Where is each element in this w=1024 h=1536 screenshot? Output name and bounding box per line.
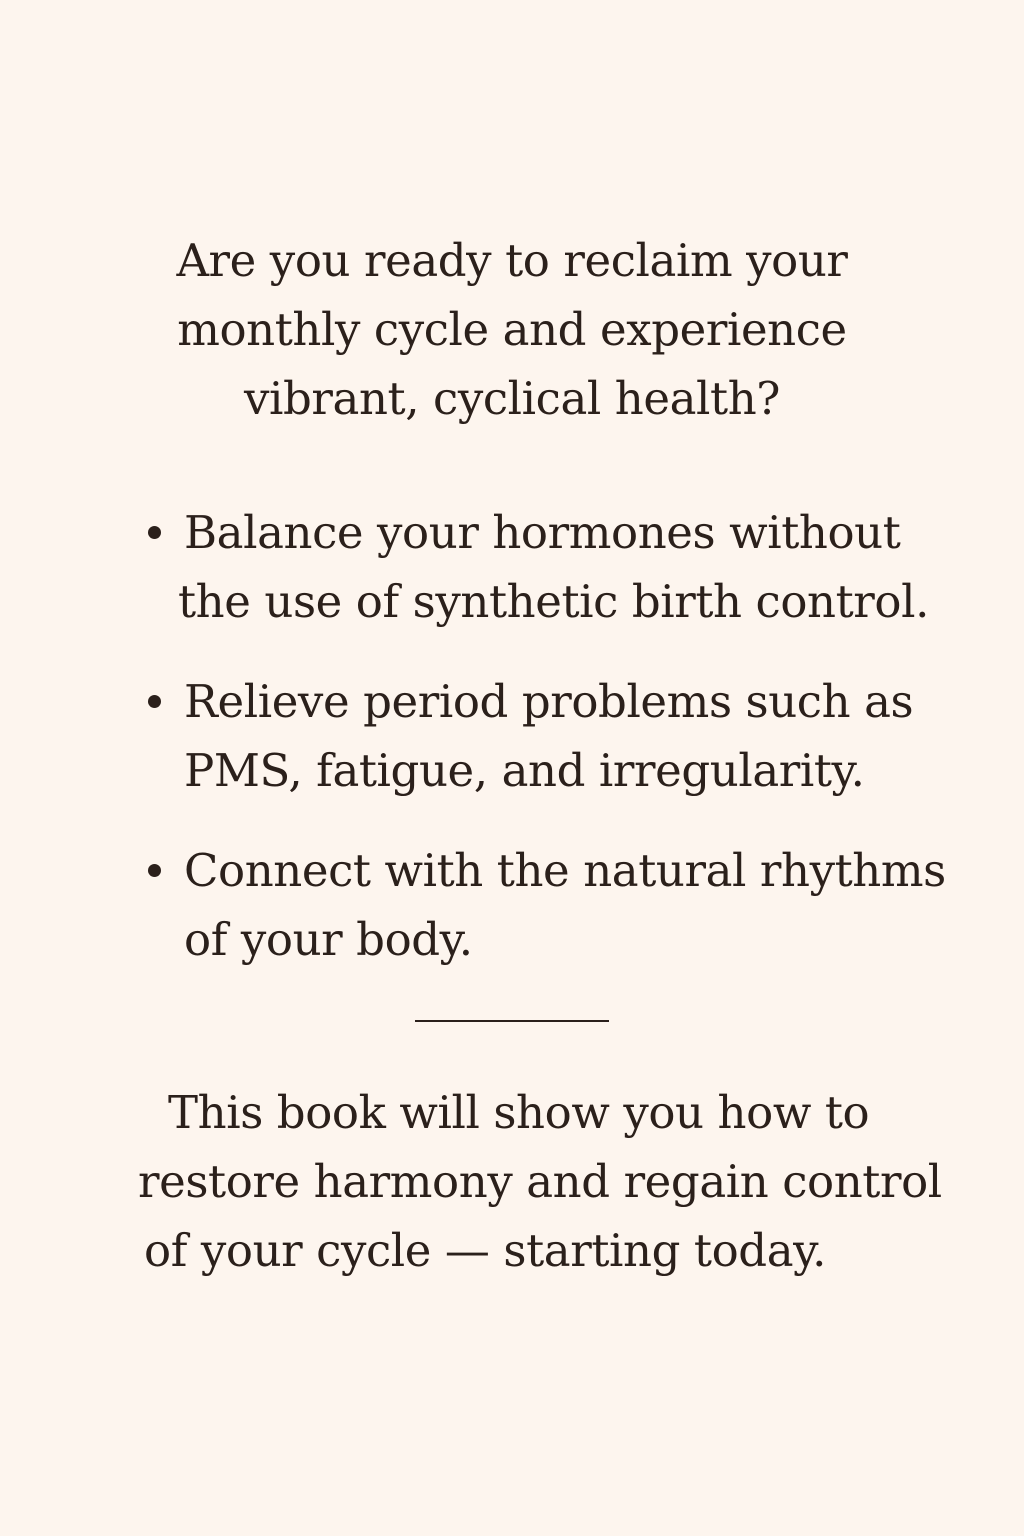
bullet-dot-icon — [148, 526, 161, 539]
benefit-line: Connect with the natural rhythms — [184, 844, 946, 897]
intro-question — [150, 226, 874, 433]
bullet-dot-icon — [148, 695, 161, 708]
closing-line: restore harmony and regain control — [138, 1155, 942, 1208]
closing-statement — [138, 1078, 942, 1285]
benefit-line: Balance your hormones without — [184, 506, 901, 559]
intro-question-line: monthly cycle and experience — [177, 303, 847, 356]
benefit-item — [140, 836, 946, 974]
benefit-line: Relieve period problems such as — [184, 675, 914, 728]
closing-line: of your cycle — starting today. — [144, 1224, 827, 1277]
benefit-line: PMS, fatigue, and irregularity. — [184, 744, 865, 797]
benefits-list — [140, 498, 946, 1005]
section-divider — [415, 1020, 609, 1022]
intro-question-line: vibrant, cyclical health? — [244, 372, 780, 425]
benefit-item — [140, 498, 940, 636]
bullet-dot-icon — [148, 864, 161, 877]
benefit-line: the use of synthetic birth control. — [178, 575, 929, 628]
closing-line: This book will show you how to — [168, 1086, 870, 1139]
benefit-item — [140, 667, 940, 805]
intro-question-line: Are you ready to reclaim your — [176, 234, 848, 287]
benefit-line: of your body. — [184, 913, 473, 966]
